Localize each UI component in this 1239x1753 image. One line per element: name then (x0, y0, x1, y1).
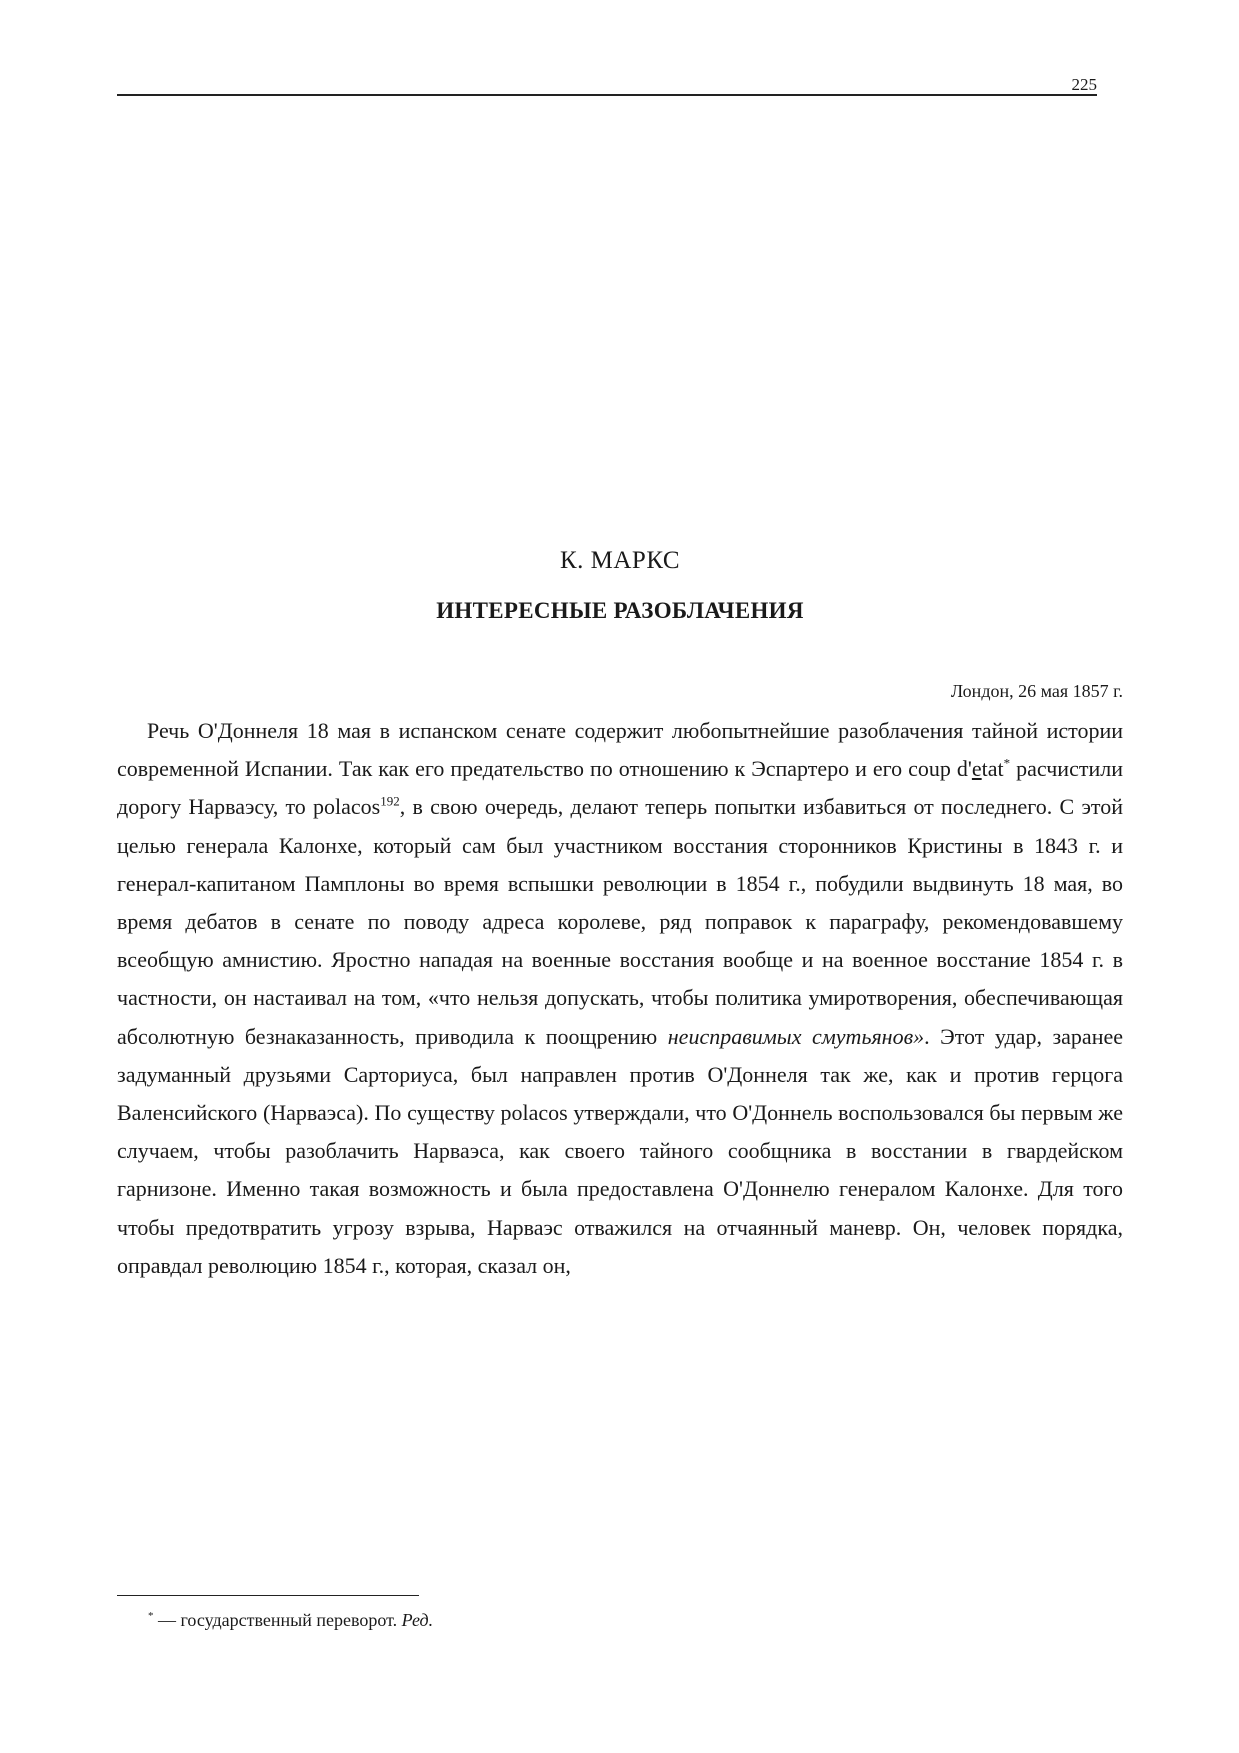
body-text-part-4: . Этот удар, заранее задуманный друзьями Сарториуса, был направлен против О'Доннеля так же, как и против герцога Валенсийского (Нарваэса). По существу polacos утверждали, что О'Доннель воспользовался бы первым же случаем, чтобы разоблачить Нарваэса, как своего тайного сообщника в восстании в гвардейском гарнизоне. Именно такая возможность и была предоставлена О'Доннелю генералом Калонхе. Для того чтобы предотвратить угрозу взрыва, Нарваэс отважился на отчаянный маневр. Он, человек порядка, оправдал революцию 1854 г., которая, сказал он, (117, 1023, 1123, 1278)
footnote-rule (117, 1595, 419, 1596)
endnote-reference: 192 (380, 794, 400, 810)
article-title: ИНТЕРЕСНЫЕ РАЗОБЛАЧЕНИЯ (436, 598, 804, 623)
italic-quote: неисправимых смутьянов» (667, 1023, 925, 1049)
author-name: К. МАРКС (559, 547, 681, 574)
footnote-marker: * (148, 1610, 154, 1622)
footnote (148, 1610, 433, 1631)
underlined-letter: e (971, 756, 982, 782)
header-rule (117, 94, 1097, 96)
page-number: 225 (1071, 75, 1097, 94)
body-text-part-1b: tat (981, 756, 1004, 782)
body-text-part-3: , в свою очередь, делают теперь попытки избавиться от последнего. С этой целью генерала Калонхе, который сам был участником восстания сторонников Кристины в 1843 г. и генерал-капитаном Памплоны во время вспышки революции в 1854 г., побудили выдвинуть 18 мая, во время дебатов в сенате по поводу адреса королеве, ряд поправок к параграфу, рекомендовавшему всеобщую амнистию. Яростно нападая на военные восстания вообще и на военное восстание 1854 г. в частности, он настаивал на том, «что нельзя допускать, чтобы политика умиротворения, обеспечивающая абсолютную безнаказанность, приводила к поощрению (117, 794, 1123, 1049)
footnote-text: — государственный переворот. (153, 1610, 402, 1630)
body-text-part-2: расчистили дорогу Нарваэсу, то polacos (117, 756, 1123, 820)
dateline: Лондон, 26 мая 1857 г. (950, 681, 1123, 701)
body-paragraph (117, 712, 1123, 1285)
body-text-part-1: Речь О'Доннеля 18 мая в испанском сенате содержит любопытнейшие разоблачения тайной истории современной Испании. Так как его предательство по отношению к Эспартеро и его coup d' (117, 718, 1123, 782)
footnote-editor: Ред. (401, 1610, 434, 1630)
footnote-marker: * (1003, 755, 1011, 771)
